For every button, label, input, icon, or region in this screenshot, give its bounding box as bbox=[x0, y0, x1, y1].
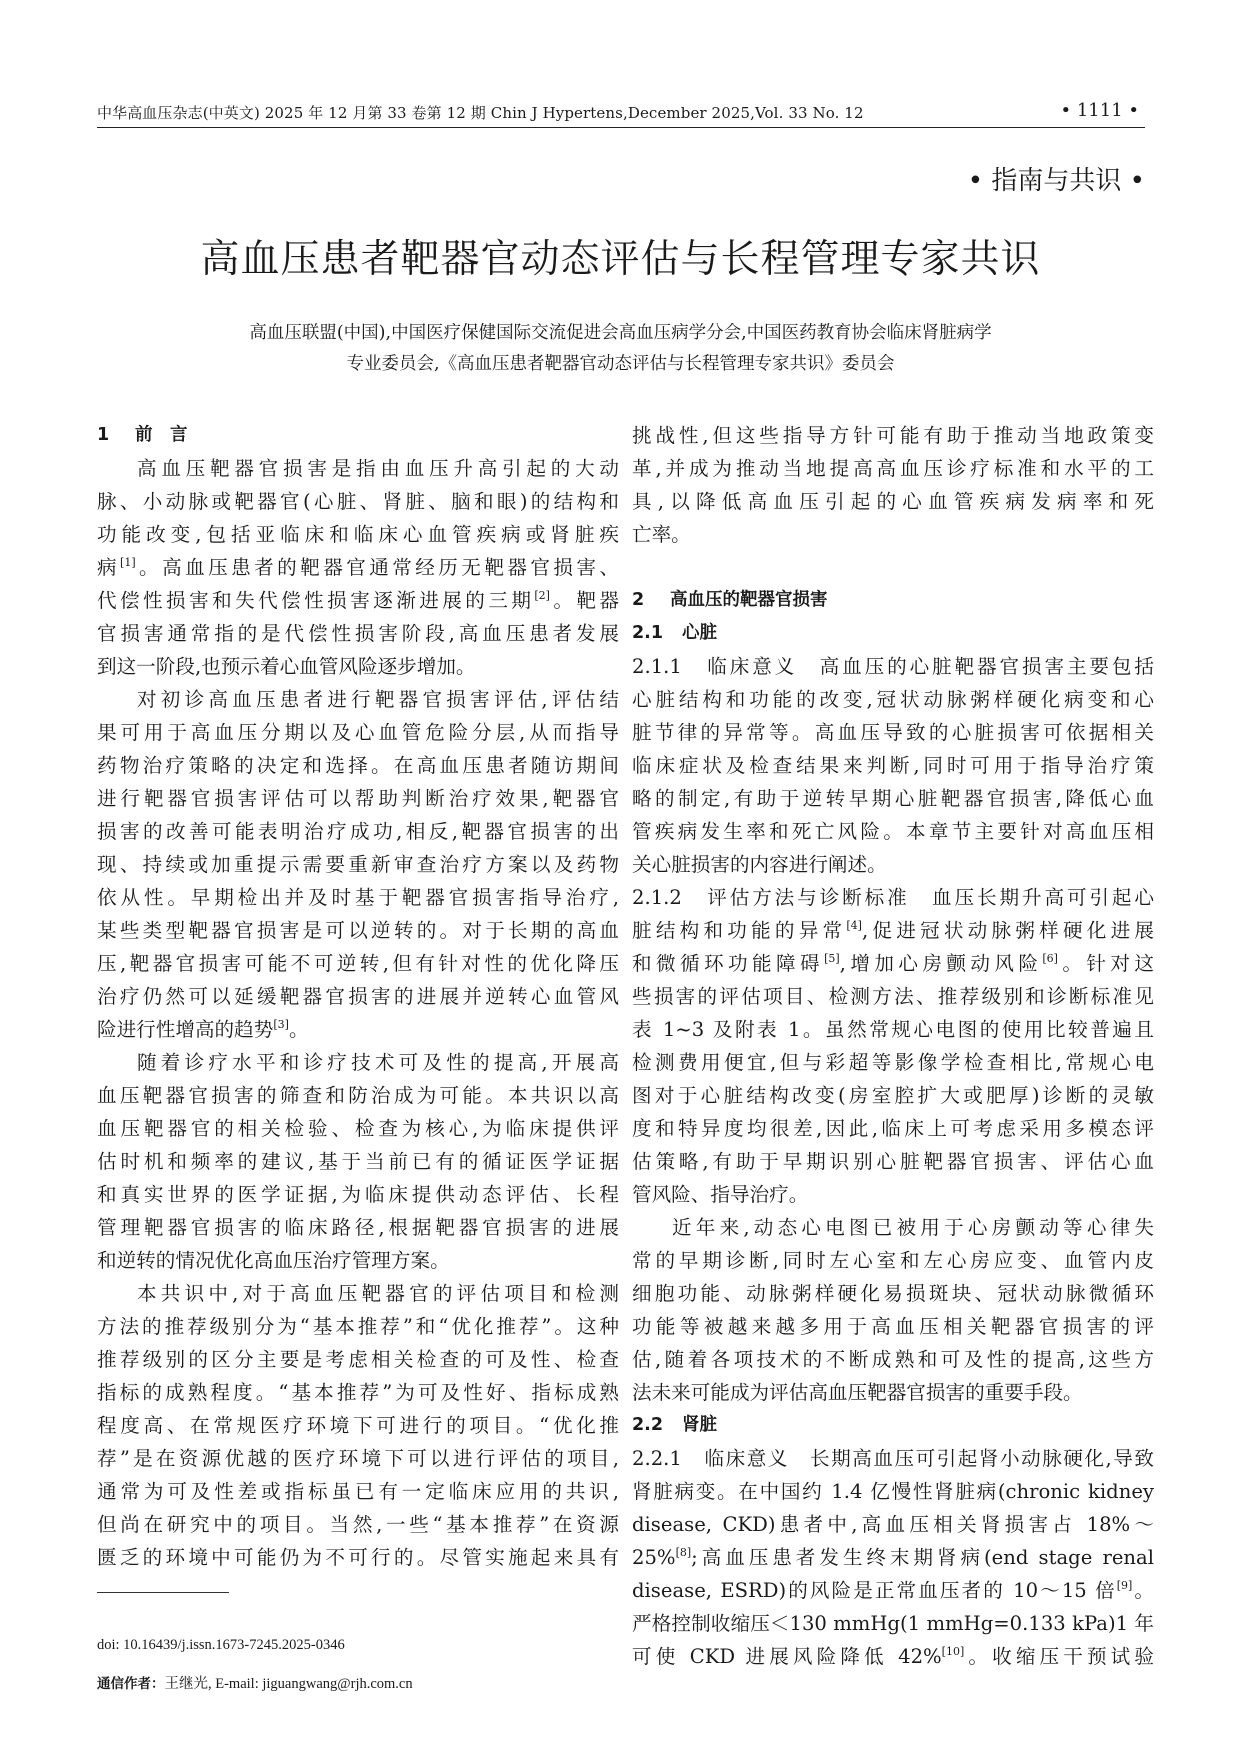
heading-text: 高血压的靶器官损害 bbox=[670, 590, 828, 610]
text-line: 病[1]。高血压患者的靶器官通常经历无靶器官损害、 bbox=[97, 556, 619, 579]
text-line: 本共识中,对于高血压靶器官的评估项目和检测 bbox=[137, 1282, 619, 1305]
text-line: 检测费用便宜,但与彩超等影像学检查相比,常规心电 bbox=[632, 1051, 1154, 1074]
heading-text: 心脏 bbox=[682, 623, 717, 643]
text-line: 压,靶器官损害可能不可逆转,但有针对性的优化降压 bbox=[97, 952, 619, 975]
text-line: 图对于心脏结构改变(房室腔扩大或肥厚)诊断的灵敏 bbox=[632, 1084, 1154, 1107]
text-line: 血压靶器官的相关检验、检查为核心,为临床提供评 bbox=[97, 1117, 619, 1140]
text-line: 药物治疗策略的决定和选择。在高血压患者随访期间 bbox=[97, 754, 619, 777]
body-text bbox=[632, 650, 1154, 1409]
left-column bbox=[97, 419, 619, 1574]
text-line: 估策略,有助于早期识别心脏靶器官损害、评估心血 bbox=[632, 1150, 1154, 1173]
text-line: 革,并成为推动当地提高高血压诊疗标准和水平的工 bbox=[632, 457, 1154, 480]
text-line: 方法的推荐级别分为“基本推荐”和“优化推荐”。这种 bbox=[97, 1315, 619, 1338]
right-column bbox=[632, 419, 1154, 1673]
body-text bbox=[632, 419, 1154, 551]
text-line: 和逆转的情况优化高血压治疗管理方案。 bbox=[97, 1249, 450, 1272]
text-line: 到这一阶段,也预示着心血管风险逐步增加。 bbox=[97, 655, 476, 678]
heading-text: 前 言 bbox=[135, 425, 188, 445]
text-line: 荐”是在资源优越的医疗环境下可以进行评估的项目, bbox=[97, 1447, 619, 1470]
text-line: 2.1.1 临床意义 高血压的心脏靶器官损害主要包括 bbox=[632, 655, 1154, 678]
citation-ref: [5] bbox=[824, 952, 840, 965]
text-line: 果可用于高血压分期以及心血管危险分层,从而指导 bbox=[97, 721, 619, 744]
text-line: 现、持续或加重提示需要重新审查治疗方案以及药物 bbox=[97, 853, 619, 876]
text-line: 表 1~3 及附表 1。虽然常规心电图的使用比较普遍且 bbox=[632, 1018, 1154, 1041]
heading-number: 2.1 bbox=[632, 623, 664, 643]
text-line: 管疾病发生率和死亡风险。本章节主要针对高血压相 bbox=[632, 820, 1154, 843]
text-line: 官损害通常指的是代偿性损害阶段,高血压患者发展 bbox=[97, 622, 619, 645]
section-heading-1 bbox=[97, 419, 619, 452]
subsection-heading-kidney bbox=[632, 1409, 1154, 1442]
text-line: 和微循环功能障碍[5],增加心房颤动风险[6]。针对这 bbox=[632, 952, 1154, 975]
running-header bbox=[97, 100, 1145, 128]
text-line: 随着诊疗水平和诊疗技术可及性的提高,开展高 bbox=[137, 1051, 619, 1074]
text-line: 细胞功能、动脉粥样硬化易损斑块、冠状动脉微循环 bbox=[632, 1282, 1154, 1305]
text-line: 指标的成熟程度。“基本推荐”为可及性好、指标成熟 bbox=[97, 1381, 619, 1404]
heading-number: 1 bbox=[97, 425, 110, 445]
text-line: 治疗仍然可以延缓靶器官损害的进展并逆转心血管风 bbox=[97, 985, 619, 1008]
page-number: • 1111 • bbox=[1060, 100, 1139, 121]
journal-citation: 中华高血压杂志(中英文) 2025 年 12 月第 33 卷第 12 期 Chin J Hypertens,December 2025,Vol. 33 No. 12 bbox=[97, 104, 864, 122]
citation-ref: [8] bbox=[675, 1546, 692, 1559]
text-line: 匮乏的环境中可能仍为不可行的。尽管实施起来具有 bbox=[97, 1546, 619, 1569]
text-line: 略的制定,有助于逆转早期心脏靶器官损害,降低心血 bbox=[632, 787, 1154, 810]
subsection-heading-heart bbox=[632, 617, 1154, 650]
text-line: 进行靶器官损害评估可以帮助判断治疗效果,靶器官 bbox=[97, 787, 619, 810]
body-text bbox=[632, 1442, 1154, 1673]
text-line: disease, ESRD)的风险是正常血压者的 10～15 倍[9]。 bbox=[632, 1579, 1154, 1602]
text-line: 2.1.2 评估方法与诊断标准 血压长期升高可引起心 bbox=[632, 886, 1154, 909]
text-line: 关心脏损害的内容进行阐述。 bbox=[632, 853, 887, 876]
corresponding-author-footnote bbox=[97, 1672, 413, 1693]
article-title: 高血压患者靶器官动态评估与长程管理专家共识 bbox=[200, 237, 1041, 282]
text-line: disease, CKD)患者中,高血压相关肾损害占 18%～ bbox=[632, 1513, 1154, 1536]
text-line: 亡率。 bbox=[632, 523, 691, 546]
text-line: 但尚在研究中的项目。当然,一些“基本推荐”在资源 bbox=[97, 1513, 619, 1536]
text-line: 依从性。早期检出并及时基于靶器官损害指导治疗, bbox=[97, 886, 619, 909]
text-line: 管风险、指导治疗。 bbox=[632, 1183, 809, 1206]
text-line: 挑战性,但这些指导方针可能有助于推动当地政策变 bbox=[632, 424, 1154, 447]
citation-ref: [3] bbox=[273, 1018, 289, 1031]
author-line: 高血压联盟(中国),中国医疗保健国际交流促进会高血压病学分会,中国医药教育协会临床肾脏病学 bbox=[249, 323, 992, 343]
text-line: 对初诊高血压患者进行靶器官损害评估,评估结 bbox=[137, 688, 619, 711]
citation-ref: [4] bbox=[846, 919, 862, 932]
text-line: 和真实世界的医学证据,为临床提供动态评估、长程 bbox=[97, 1183, 619, 1206]
doi-footnote: doi: 10.16439/j.issn.1673-7245.2025-0346 bbox=[97, 1637, 345, 1653]
text-line: 估时机和频率的建议,基于当前已有的循证医学证据 bbox=[97, 1150, 619, 1173]
text-line: 某些类型靶器官损害是可以逆转的。对于长期的高血 bbox=[97, 919, 619, 942]
corresponding-author-label: 通信作者： bbox=[97, 1676, 165, 1692]
footnote-divider bbox=[97, 1592, 229, 1593]
heading-number: 2.2 bbox=[632, 1415, 664, 1435]
text-line: 度和特异度均很差,因此,临床上可考虑采用多模态评 bbox=[632, 1117, 1154, 1140]
text-line: 脏结构和功能的异常[4],促进冠状动脉粥样硬化进展 bbox=[632, 919, 1154, 942]
text-line: 推荐级别的区分主要是考虑相关检查的可及性、检查 bbox=[97, 1348, 619, 1371]
corresponding-author-text: 王继光, E-mail: jiguangwang@rjh.com.cn bbox=[164, 1676, 413, 1692]
text-line: 些损害的评估项目、检测方法、推荐级别和诊断标准见 bbox=[632, 985, 1154, 1008]
citation-ref: [1] bbox=[120, 556, 136, 569]
citation-ref: [6] bbox=[1042, 952, 1058, 965]
text-line: 损害的改善可能表明治疗成功,相反,靶器官损害的出 bbox=[97, 820, 619, 843]
body-text bbox=[97, 452, 619, 1574]
text-line: 血压靶器官损害的筛查和防治成为可能。本共识以高 bbox=[97, 1084, 619, 1107]
text-line: 功能改变,包括亚临床和临床心血管疾病或肾脏疾 bbox=[97, 523, 619, 546]
text-line: 严格控制收缩压＜130 mmHg(1 mmHg=0.133 kPa)1 年 bbox=[632, 1612, 1154, 1635]
citation-ref: [2] bbox=[534, 589, 550, 602]
text-line: 管理靶器官损害的临床路径,根据靶器官损害的进展 bbox=[97, 1216, 619, 1239]
heading-text: 肾脏 bbox=[682, 1415, 717, 1435]
text-line: 高血压靶器官损害是指由血压升高引起的大动 bbox=[137, 457, 619, 480]
citation-ref: [10] bbox=[941, 1645, 965, 1658]
author-block bbox=[0, 318, 1241, 380]
text-line: 功能等被越来越多用于高血压相关靶器官损害的评 bbox=[632, 1315, 1154, 1338]
text-line: 肾脏病变。在中国约 1.4 亿慢性肾脏病(chronic kidney bbox=[632, 1480, 1154, 1503]
text-line: 近年来,动态心电图已被用于心房颤动等心律失 bbox=[672, 1216, 1154, 1239]
text-line: 脉、小动脉或靶器官(心脏、肾脏、脑和眼)的结构和 bbox=[97, 490, 619, 513]
blank-line bbox=[632, 551, 1154, 584]
author-line: 专业委员会,《高血压患者靶器官动态评估与长程管理专家共识》委员会 bbox=[346, 354, 895, 374]
text-line: 具,以降低高血压引起的心血管疾病发病率和死 bbox=[632, 490, 1154, 513]
text-line: 法未来可能成为评估高血压靶器官损害的重要手段。 bbox=[632, 1381, 1083, 1404]
text-line: 脏节律的异常等。高血压导致的心脏损害可依据相关 bbox=[632, 721, 1154, 744]
text-line: 险进行性增高的趋势[3]。 bbox=[97, 1018, 309, 1041]
text-line: 代偿性损害和失代偿性损害逐渐进展的三期[2]。靶器 bbox=[97, 589, 619, 612]
section-label: • 指南与共识 • bbox=[967, 166, 1145, 196]
heading-number: 2 bbox=[632, 590, 645, 610]
text-line: 心脏结构和功能的改变,冠状动脉粥样硬化病变和心 bbox=[632, 688, 1154, 711]
text-line: 程度高、在常规医疗环境下可进行的项目。“优化推 bbox=[97, 1414, 619, 1437]
citation-ref: [9] bbox=[1116, 1579, 1133, 1592]
text-line: 临床症状及检查结果来判断,同时可用于指导治疗策 bbox=[632, 754, 1154, 777]
text-line: 25%[8];高血压患者发生终末期肾病(end stage renal bbox=[632, 1546, 1154, 1569]
text-line: 通常为可及性差或指标虽已有一定临床应用的共识, bbox=[97, 1480, 619, 1503]
text-line: 2.2.1 临床意义 长期高血压可引起肾小动脉硬化,导致 bbox=[632, 1447, 1154, 1470]
text-line: 常的早期诊断,同时左心室和左心房应变、血管内皮 bbox=[632, 1249, 1154, 1272]
text-line: 可使 CKD 进展风险降低 42%[10]。收缩压干预试验 bbox=[632, 1645, 1154, 1668]
text-line: 估,随着各项技术的不断成熟和可及性的提高,这些方 bbox=[632, 1348, 1154, 1371]
section-heading-2 bbox=[632, 584, 1154, 617]
